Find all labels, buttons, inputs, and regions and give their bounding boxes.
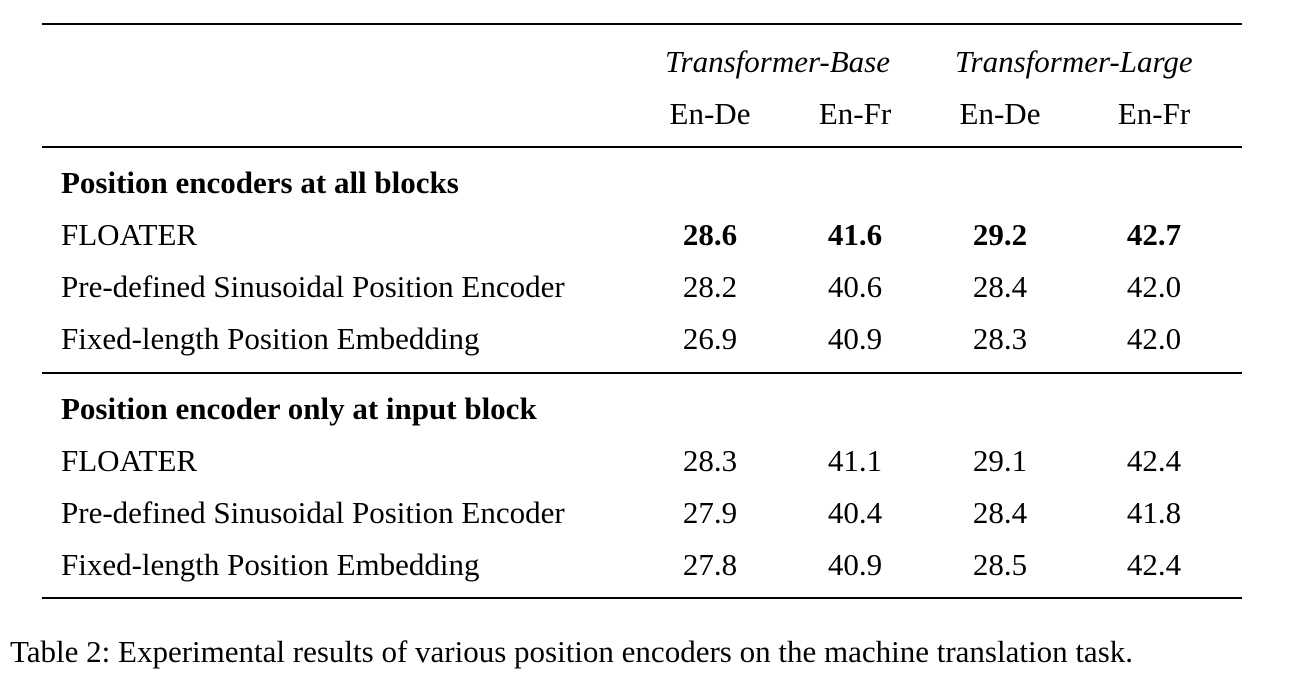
table-cell: 28.3 <box>682 443 738 478</box>
table-top-rule <box>42 23 1242 25</box>
table-cell: 42.4 <box>1126 547 1182 582</box>
table-cell: 27.9 <box>682 495 738 530</box>
table-cell: 28.4 <box>972 269 1028 304</box>
table-cell: 41.1 <box>827 443 883 478</box>
row-label: Fixed-length Position Embedding <box>61 321 480 356</box>
column-header: En-De <box>669 96 751 131</box>
row-label: Pre-defined Sinusoidal Position Encoder <box>61 495 565 530</box>
row-label: Pre-defined Sinusoidal Position Encoder <box>61 269 565 304</box>
column-header: En-Fr <box>818 96 892 131</box>
table-cell: 40.9 <box>827 321 883 356</box>
table-cell: 26.9 <box>682 321 738 356</box>
table-cell: 42.7 <box>1126 217 1182 252</box>
section-title: Position encoder only at input block <box>61 391 537 426</box>
group-header-transformer-base: Transformer-Base <box>665 44 891 79</box>
table-cell: 40.6 <box>827 269 883 304</box>
column-header: En-De <box>959 96 1041 131</box>
table-header-rule <box>42 146 1242 148</box>
row-label: FLOATER <box>61 217 198 252</box>
table-cell: 41.6 <box>827 217 883 252</box>
table-cell: 28.4 <box>972 495 1028 530</box>
table-cell: 28.3 <box>972 321 1028 356</box>
table-cell: 42.4 <box>1126 443 1182 478</box>
table-cell: 28.6 <box>682 217 738 252</box>
column-header: En-Fr <box>1117 96 1191 131</box>
table-cell: 41.8 <box>1126 495 1182 530</box>
row-label: Fixed-length Position Embedding <box>61 547 480 582</box>
table-cell: 28.5 <box>972 547 1028 582</box>
section-title: Position encoders at all blocks <box>61 165 459 200</box>
table-section-rule <box>42 372 1242 374</box>
table-cell: 29.2 <box>972 217 1028 252</box>
table-bottom-rule <box>42 597 1242 599</box>
table-cell: 40.9 <box>827 547 883 582</box>
table-cell: 29.1 <box>972 443 1028 478</box>
table-cell: 42.0 <box>1126 321 1182 356</box>
table-cell: 42.0 <box>1126 269 1182 304</box>
group-header-transformer-large: Transformer-Large <box>955 44 1193 79</box>
table-cell: 27.8 <box>682 547 738 582</box>
table-caption: Table 2: Experimental results of various position encoders on the machine translation task. <box>10 634 1134 669</box>
row-label: FLOATER <box>61 443 198 478</box>
table-cell: 40.4 <box>827 495 883 530</box>
table-cell: 28.2 <box>682 269 738 304</box>
